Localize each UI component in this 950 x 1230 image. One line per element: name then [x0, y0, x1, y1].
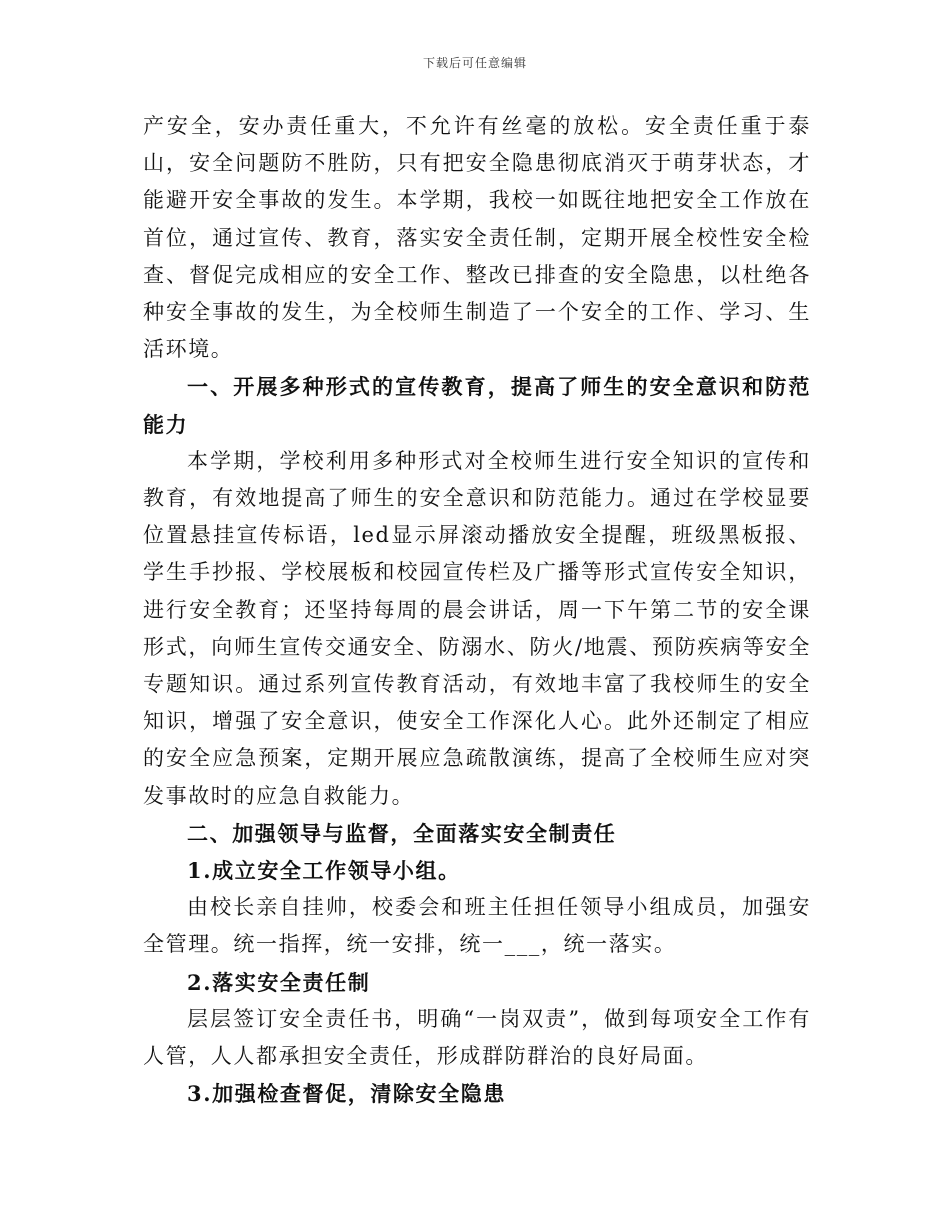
- page-header: 下载后可任意编辑: [422, 56, 527, 70]
- paragraph-intro: 产安全，安办责任重大，不允许有丝毫的放松。安全责任重于泰山，安全问题防不胜防，只有把安全隐患彻底消灭于萌芽状态，才能避开安全事故的发生。本学期，我校一如既往地把安全工作放在首位，通过宣传、教育，落实安全责任制，定期开展全校性安全检查、督促完成相应的安全工作、整改已排查的安全隐患，以杜绝各种安全事故的发生，为全校师生制造了一个安全的工作、学习、生活环境。: [143, 114, 811, 362]
- paragraph-responsibility: 层层签订安全责任书，明确“一岗双责”，做到每项安全工作有人管，人人都承担安全责任，形成群防群治的良好局面。: [143, 1006, 811, 1069]
- subsection-heading-2: 2.落实安全责任制: [187, 969, 371, 995]
- paragraph-publicity: 本学期，学校利用多种形式对全校师生进行安全知识的宣传和教育，有效地提高了师生的安全意识和防范能力。通过在学校显要位置悬挂宣传标语，led显示屏滚动播放安全提醒，班级黑板报、学生手抄报、学校展板和校园宣传栏及广播等形式宣传安全知识，进行安全教育；还坚持每周的晨会讲话，周一下午第二节的安全课形式，向师生宣传交通安全、防溺水、防火/地震、预防疾病等安全专题知识。通过系列宣传教育活动，有效地丰富了我校师生的安全知识，增强了安全意识，使安全工作深化人心。此外还制定了相应的安全应急预案，定期开展应急疏散演练，提高了全校师生应对突发事故时的应急自救能力。: [143, 448, 811, 808]
- subsection-heading-1: 1.成立安全工作领导小组。: [187, 858, 461, 884]
- document-body: [143, 108, 811, 1112]
- subsection-heading-3: 3.加强检查督促，清除安全隐患: [187, 1081, 506, 1107]
- section-heading-2: 二、加强领导与监督，全面落实安全制责任: [187, 820, 617, 846]
- section-heading-1: 一、开展多种形式的宣传教育，提高了师生的安全意识和防范能力: [143, 374, 811, 437]
- paragraph-leadership: 由校长亲自挂帅，校委会和班主任担任领导小组成员，加强安全管理。统一指挥，统一安排，统一___，统一落实。: [143, 895, 811, 957]
